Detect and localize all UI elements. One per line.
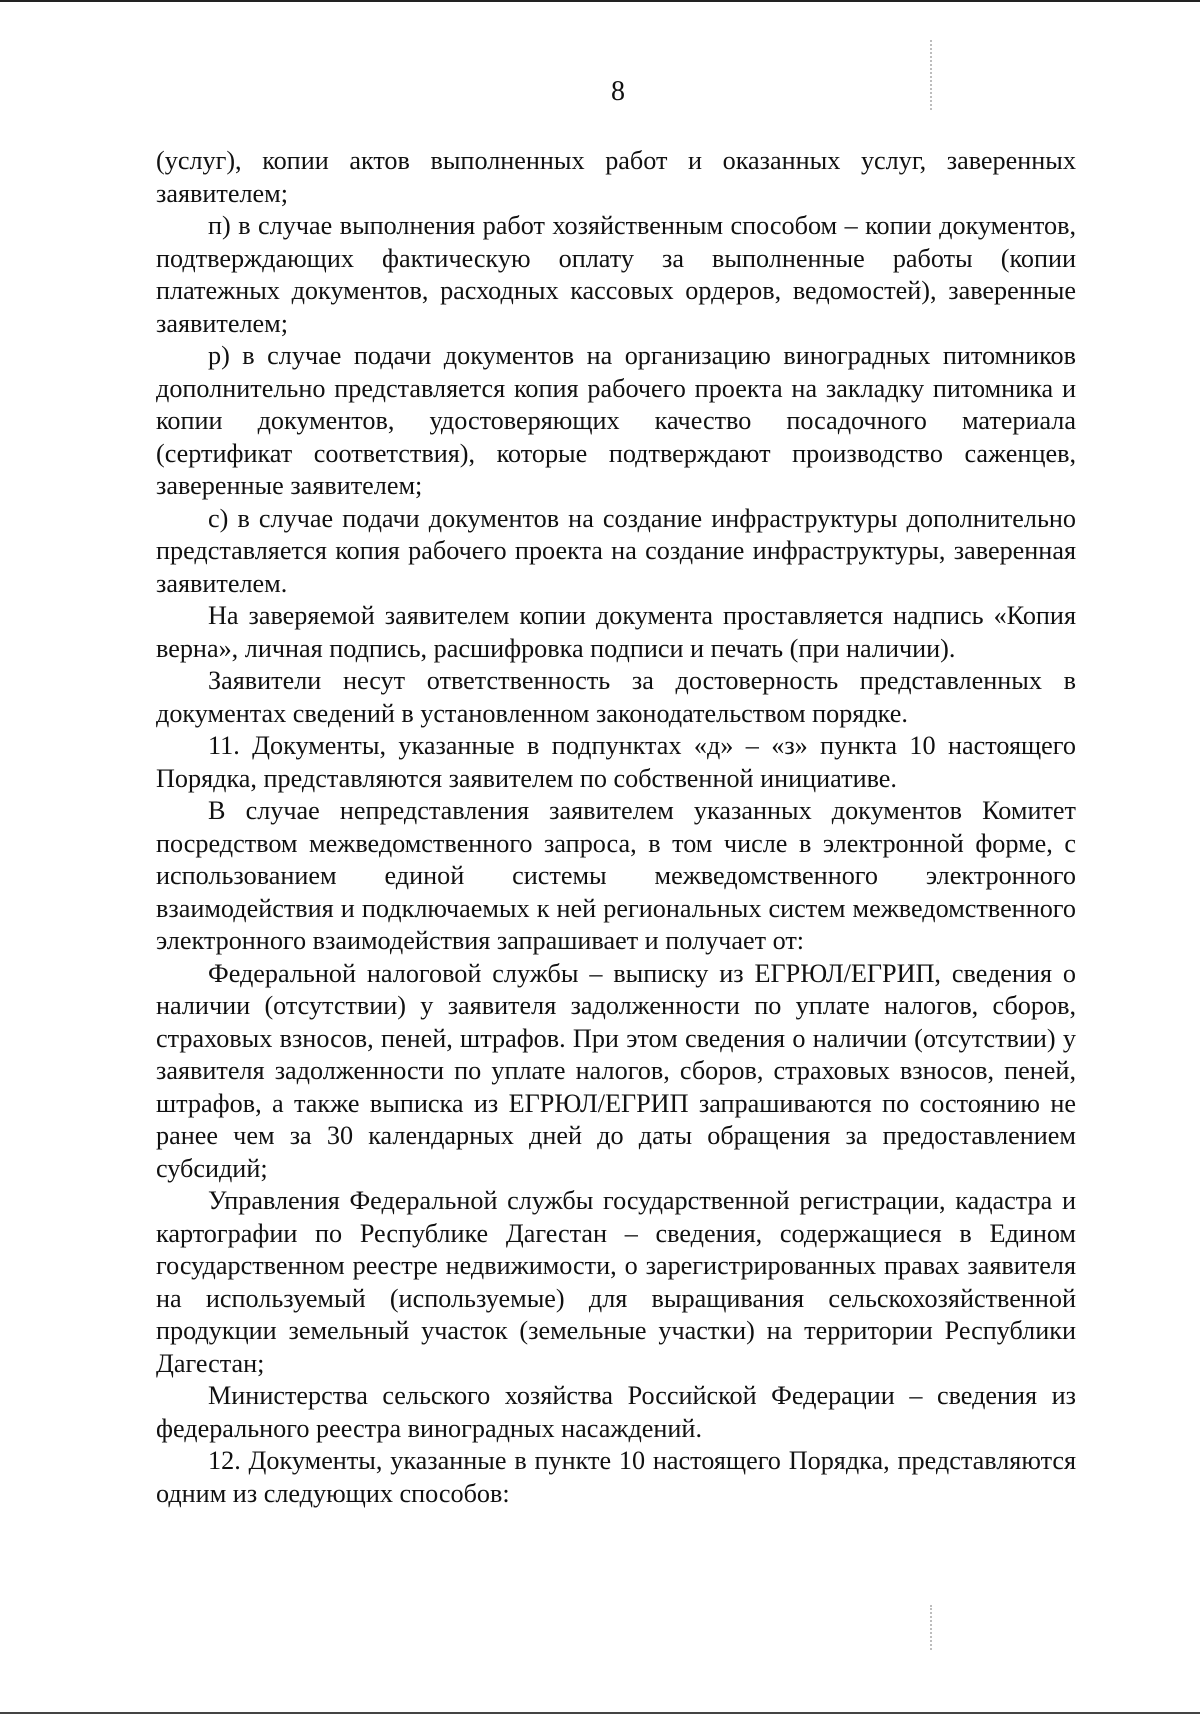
paragraph-rosreestr: Управления Федеральной службы государственной регистрации, кадастра и картографии по Республике Дагестан – сведения, содержащиеся в Едином государственном реестре недвижимости, о зарегистрированных правах заявителя на используемый (используемые) для выращивания сельскохозяйственной продукции земельный участок (земельные участки) на территории Республики Дагестан; — [156, 1186, 1076, 1378]
paragraph-ministry-agriculture: Министерства сельского хозяйства Российской Федерации – сведения из федерального реестра виноградных насаждений. — [156, 1381, 1076, 1443]
paragraph-interagency-request: В случае непредставления заявителем указанных документов Комитет посредством межведомственного запроса, в том числе в электронной форме, с использованием единой системы межведомственного электронного взаимодействия и подключаемых к ней региональных систем межведомственного электронного взаимодействия запрашивает и получает от: — [156, 796, 1076, 955]
paragraph-clause-11: 11. Документы, указанные в подпунктах «д» – «з» пункта 10 настоящего Порядка, представляются заявителем по собственной инициативе. — [156, 731, 1076, 793]
scan-top-edge — [0, 0, 1200, 2]
paragraph-item-r: р) в случае подачи документов на организацию виноградных питомников дополнительно представляется копия рабочего проекта на закладку питомника и копии документов, удостоверяющих качество посадочного материала (сертификат соответствия), которые подтверждают производство саженцев, заверенные заявителем; — [156, 341, 1076, 500]
paragraph-certification: На заверяемой заявителем копии документа проставляется надпись «Копия верна», личная подпись, расшифровка подписи и печать (при наличии). — [156, 601, 1076, 663]
scan-artifact-dots — [930, 1605, 934, 1650]
document-body — [156, 145, 1076, 1510]
paragraph-tax-service: Федеральной налоговой службы – выписку из ЕГРЮЛ/ЕГРИП, сведения о наличии (отсутствии) у заявителя задолженности по уплате налогов, сборов, страховых взносов, пеней, штрафов. При этом сведения о наличии (отсутствии) у заявителя задолженности по уплате налогов, сборов, страховых взносов, пеней, штрафов, а также выписка из ЕГРЮЛ/ЕГРИП запрашиваются по состоянию не ранее чем за 30 календарных дней до даты обращения за предоставлением субсидий; — [156, 958, 1076, 1183]
paragraph-item-p: п) в случае выполнения работ хозяйственным способом – копии документов, подтверждающих фактическую оплату за выполненные работы (копии платежных документов, расходных кассовых ордеров, ведомостей), заверенные заявителем; — [156, 211, 1076, 338]
scan-bottom-edge — [0, 1712, 1200, 1714]
page-number: 8 — [611, 76, 625, 107]
paragraph-item-s: с) в случае подачи документов на создание инфраструктуры дополнительно представляется копия рабочего проекта на создание инфраструктуры, заверенная заявителем. — [156, 503, 1076, 598]
paragraph-continuation: (услуг), копии актов выполненных работ и оказанных услуг, заверенных заявителем; — [156, 146, 1076, 208]
paragraph-responsibility: Заявители несут ответственность за достоверность представленных в документах сведений в установленном законодательством порядке. — [156, 666, 1076, 728]
paragraph-clause-12: 12. Документы, указанные в пункте 10 настоящего Порядка, представляются одним из следующих способов: — [156, 1446, 1076, 1508]
